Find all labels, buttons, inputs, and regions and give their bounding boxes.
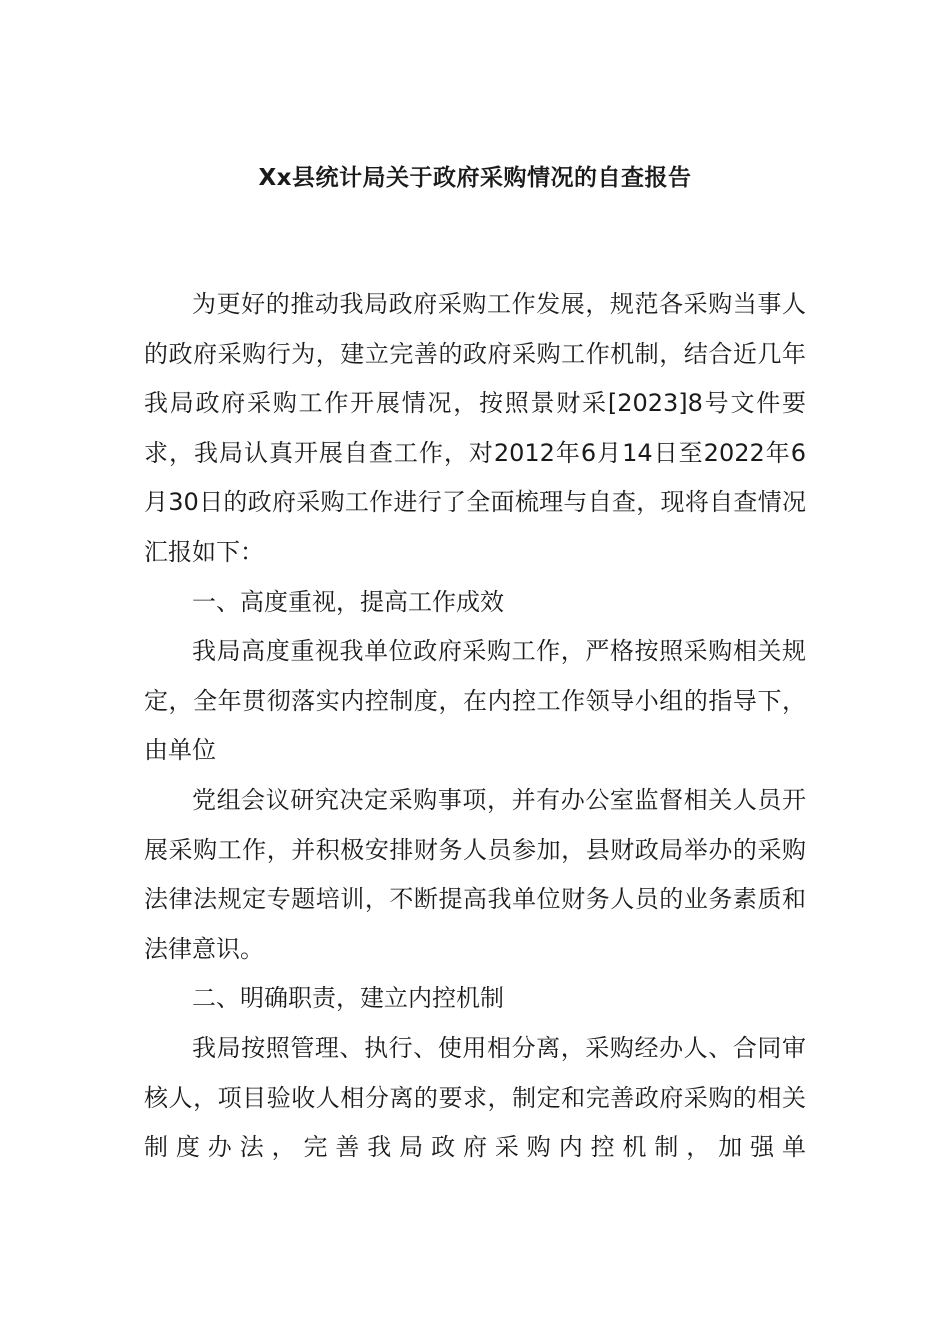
paragraph-section-1a: 我局高度重视我单位政府采购工作，严格按照采购相关规定，全年贯彻落实内控制度，在内控工作领导小组的指导下，由单位 (144, 637, 806, 765)
document-body (144, 280, 806, 1173)
paragraph-intro: 为更好的推动我局政府采购工作发展，规范各采购当事人的政府采购行为，建立完善的政府采购工作机制，结合近几年我局政府采购工作开展情况，按照景财采[2023]8号文件要求，我局认真开展自查工作，对2012年6月14日至2022年6月30日的政府采购工作进行了全面梳理与自查，现将自查情况汇报如下： (144, 290, 806, 566)
document-title: Xx县统计局关于政府采购情况的自查报告 (258, 165, 692, 191)
section-heading-1: 一、高度重视，提高工作成效 (192, 587, 504, 616)
paragraph-section-1b: 党组会议研究决定采购事项，并有办公室监督相关人员开展采购工作，并积极安排财务人员参加，县财政局举办的采购法律法规定专题培训，不断提高我单位财务人员的业务素质和法律意识。 (144, 785, 806, 963)
section-heading-2: 二、明确职责，建立内控机制 (192, 984, 504, 1013)
paragraph-section-2: 我局按照管理、执行、使用相分离，采购经办人、合同审核人，项目验收人相分离的要求，制定和完善政府采购的相关制度办法，完善我局政府采购内控机制，加强单 (144, 1033, 806, 1162)
